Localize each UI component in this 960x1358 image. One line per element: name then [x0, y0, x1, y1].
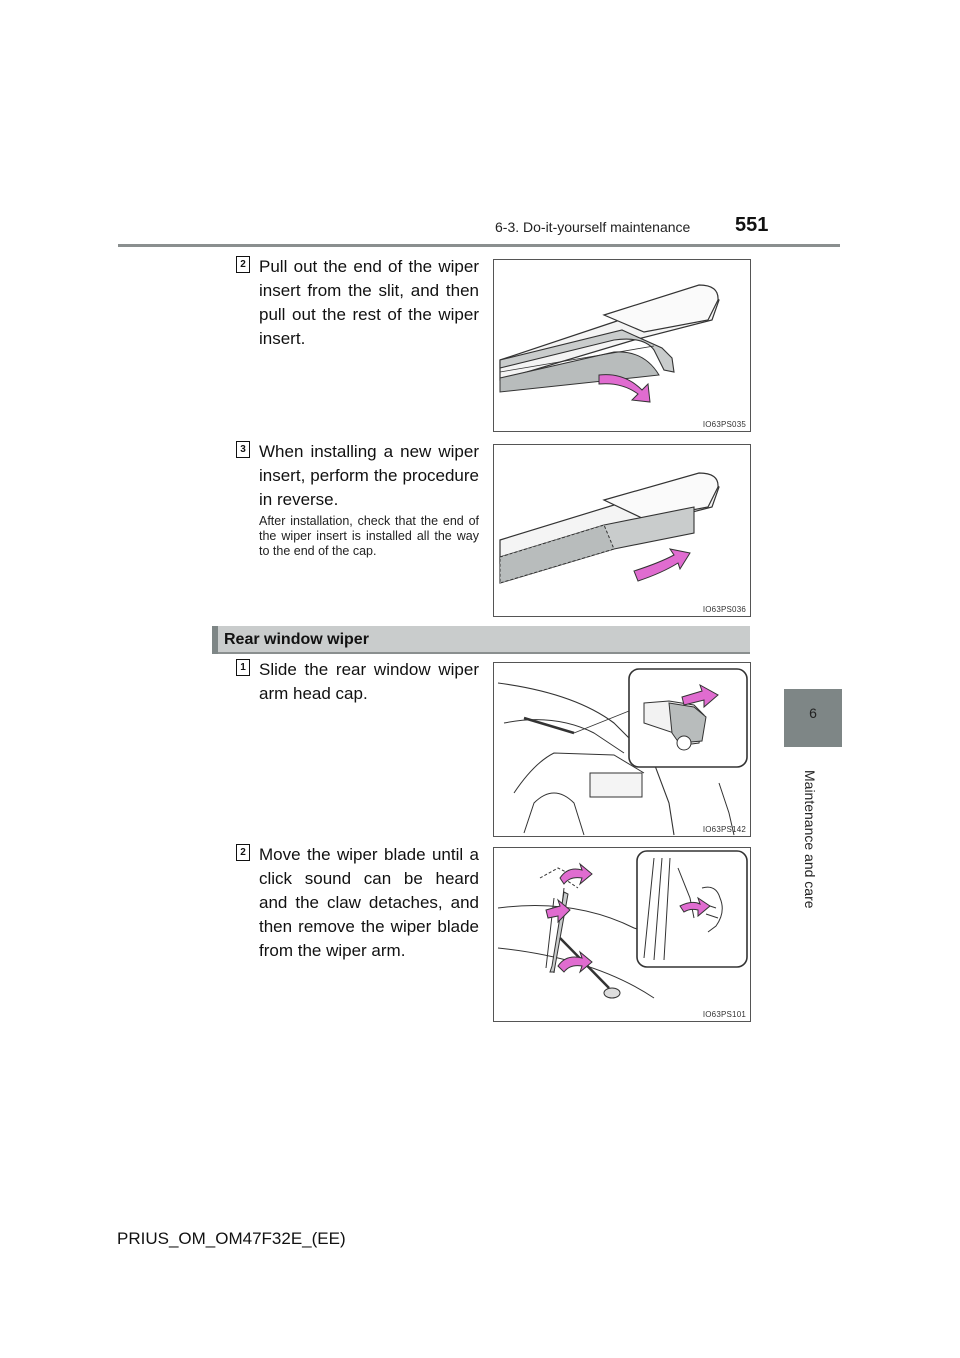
- step-note: After installation, check that the end of the wiper insert is installed all the way to the end of the cap.: [259, 514, 479, 558]
- figure-code: IO63PS101: [702, 1010, 746, 1019]
- wiper-insert-removal-figure: [493, 259, 751, 432]
- step-text: Pull out the end of the wiper insert from the slit, and then pull out the rest of the wiper insert.: [259, 257, 479, 348]
- figure-code: IO63PS036: [702, 605, 746, 614]
- header-section-title: 6-3. Do-it-yourself maintenance: [495, 219, 691, 235]
- step-badge: 1: [236, 659, 250, 676]
- rear-wiper-blade-removal-figure: [493, 847, 751, 1022]
- rear-wiper-cap-figure: [493, 662, 751, 837]
- chapter-side-label: [800, 770, 820, 909]
- step-badge: 2: [236, 844, 250, 861]
- step-badge: 3: [236, 441, 250, 458]
- chapter-tab-number: 6: [809, 705, 817, 721]
- wiper-insert-install-figure: [493, 444, 751, 617]
- header-rule: [118, 244, 840, 247]
- step-text: When installing a new wiper insert, perform the procedure in reverse.: [259, 442, 479, 509]
- step-text: Slide the rear window wiper arm head cap.: [259, 660, 479, 703]
- step-badge: 2: [236, 256, 250, 273]
- figure-code: IO63PS142: [702, 825, 746, 834]
- page-number: 551: [735, 214, 769, 236]
- section-title: Rear window wiper: [224, 631, 369, 648]
- document-id: PRIUS_OM_OM47F32E_(EE): [117, 1229, 346, 1248]
- section-header-accent: [212, 626, 218, 654]
- step-text: Move the wiper blade until a click sound can be heard and the claw detaches, and then remove the wiper blade from the wiper arm.: [259, 845, 479, 960]
- chapter-side-label-text: Maintenance and care: [802, 770, 818, 909]
- figure-code: IO63PS035: [702, 420, 746, 429]
